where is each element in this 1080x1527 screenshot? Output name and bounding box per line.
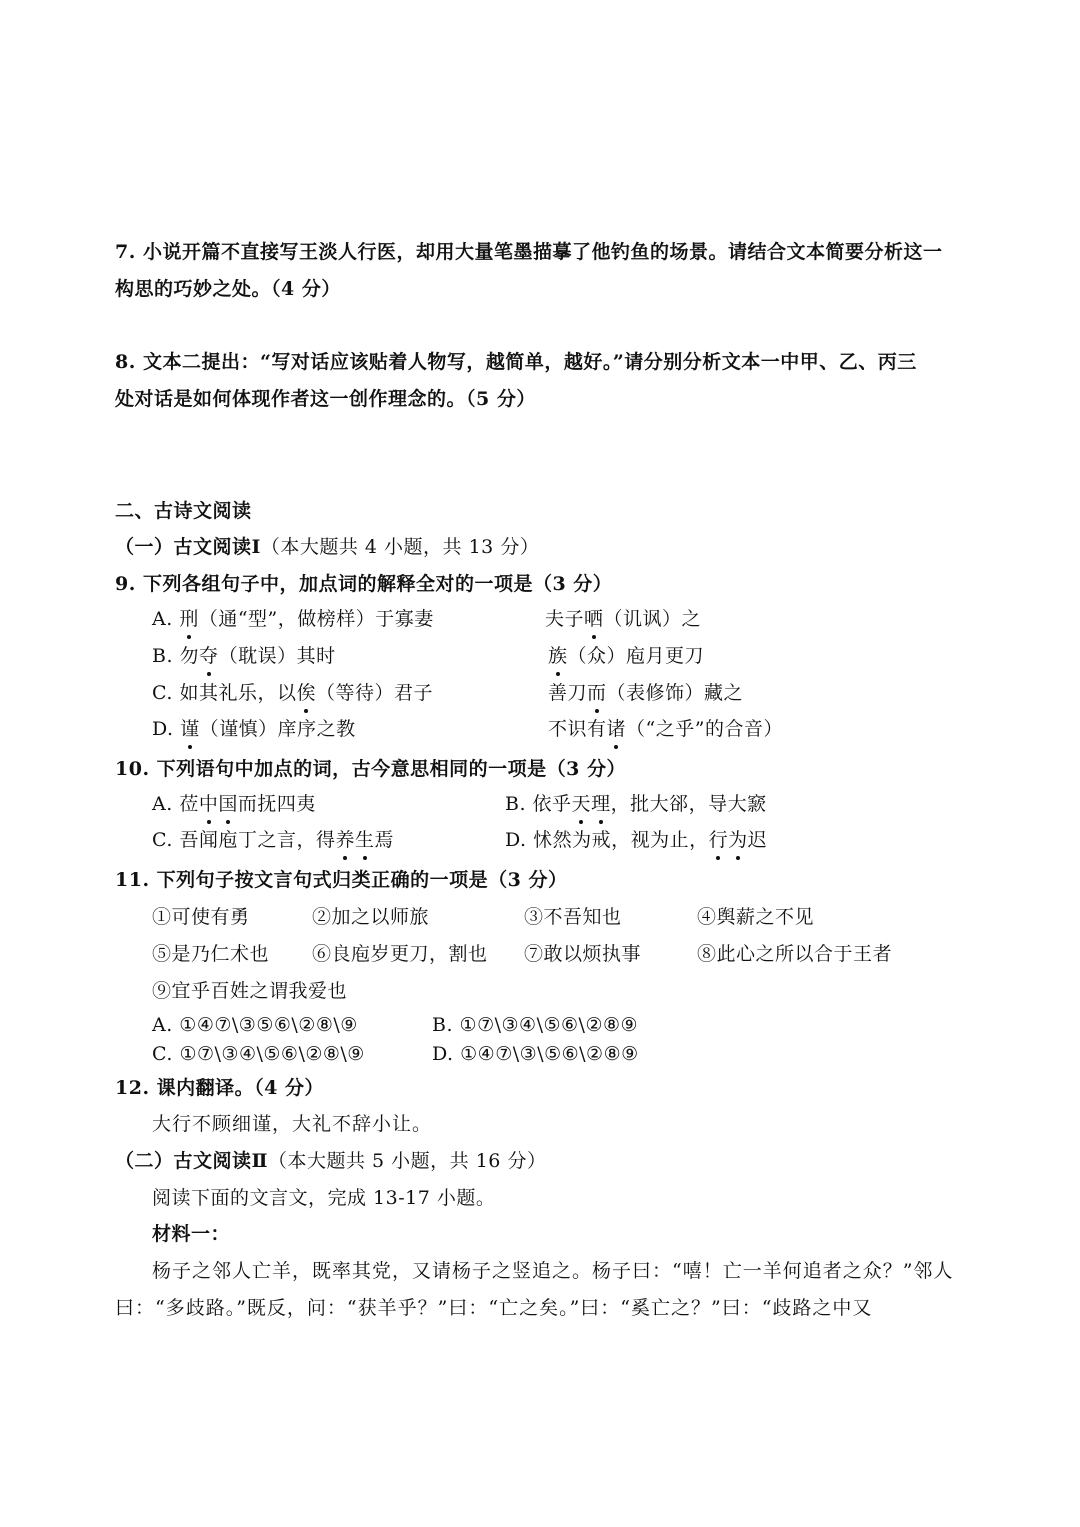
dotted-word: 养: [335, 829, 355, 851]
text-segment: （众）庖月更刀: [567, 645, 705, 667]
q12-stem: 12. 课内翻译。（4 分）: [115, 1077, 325, 1099]
text-segment: ，批大郤，导大窾: [610, 793, 767, 815]
sub2-head: （二）古文阅读Ⅱ: [115, 1150, 269, 1172]
sub1-head: （一）古文阅读Ⅰ: [115, 536, 261, 558]
q7-line1: 7. 小说开篇不直接写王淡人行医，却用大量笔墨描摹了他钓鱼的场景。请结合文本简要分析这一: [115, 241, 943, 263]
sub1-heading: [115, 534, 539, 560]
q10-option-a: [152, 791, 316, 817]
q11-stem: 11. 下列句子按文言句式归类正确的一项是（3 分）: [115, 869, 568, 891]
dotted-word: 夺: [199, 645, 219, 667]
dotted-word: 为: [728, 829, 748, 851]
q9-option-c-left: [152, 680, 433, 706]
text-segment: （“之乎”的合音）: [626, 718, 783, 740]
text-segment: B. 勿: [152, 645, 200, 667]
text-segment: 焉: [374, 829, 394, 851]
text-segment: A. 莅: [152, 793, 199, 815]
q11-item-5: ⑤是乃仁术也: [152, 943, 270, 965]
text-segment: C. 吾闻庖丁之言，得: [152, 829, 336, 851]
q11-item-7: ⑦敢以烦执事: [524, 943, 642, 965]
material-line-2: 曰：“多歧路。”既反，问：“获羊乎？”曰：“亡之矣。”曰：“奚亡之？”曰：“歧路之中又: [115, 1297, 873, 1319]
material-line-1: 杨子之邻人亡羊，既率其党，又请杨子之竖追之。杨子曰：“嘻！亡一羊何追者之众？”邻人: [152, 1260, 954, 1282]
material-label: 材料一：: [152, 1223, 231, 1245]
q11-option-b: B. ①⑦\③④\⑤⑥\②⑧⑨: [432, 1014, 639, 1036]
q10-option-b: [505, 791, 767, 817]
dotted-word: 俟: [296, 682, 316, 704]
dotted-word: 生: [354, 829, 375, 851]
q11-item-9: ⑨宜乎百姓之谓我爱也: [152, 980, 348, 1002]
dotted-word: 天: [571, 793, 592, 815]
q8-line1: 8. 文本二提出：“写对话应该贴着人物写，越简单，越好。”请分别分析文本一中甲、乙、丙三: [115, 351, 917, 373]
q9-option-d-right: [548, 716, 783, 742]
text-segment: （表修饰）藏之: [606, 682, 744, 704]
dotted-word: 中: [198, 793, 219, 815]
text-segment: （通“型”，做榜样）于寡妻: [198, 608, 434, 630]
dotted-word: 谨: [180, 718, 200, 740]
q7-line2: 构思的巧妙之处。（4 分）: [115, 278, 341, 300]
q11-option-c: C. ①⑦\③④\⑤⑥\②⑧\⑨: [152, 1043, 365, 1065]
text-segment: 善刀: [548, 682, 588, 704]
dotted-word: 诸: [606, 718, 627, 740]
text-segment: （等待）君子: [315, 682, 433, 704]
q10-stem: 10. 下列语句中加点的词，古今意思相同的一项是（3 分）: [115, 758, 627, 780]
sub1-tail: （本大题共 4 小题，共 13 分）: [260, 536, 540, 558]
q9-option-b-left: [152, 643, 336, 669]
text-segment: 迟: [747, 829, 768, 851]
dotted-word: 理: [591, 793, 611, 815]
text-segment: B. 依乎: [505, 793, 572, 815]
dotted-word: 行: [708, 829, 729, 851]
q11-item-2: ②加之以师旅: [312, 906, 430, 928]
text-segment: C. 如其礼乐，以: [152, 682, 297, 704]
q11-item-1: ①可使有勇: [152, 906, 250, 928]
text-segment: D. 怵然为戒，视为止，: [505, 829, 709, 851]
q10-option-d: [505, 827, 767, 853]
text-segment: 而抚四夷: [237, 793, 316, 815]
text-segment: A.: [152, 608, 180, 630]
text-segment: （谨慎）庠序之教: [199, 718, 356, 740]
sub2-intro: 阅读下面的文言文，完成 13-17 小题。: [152, 1187, 496, 1209]
dotted-word: 刑: [179, 608, 199, 630]
q10-option-c: [152, 827, 394, 853]
q9-option-d-left: [152, 716, 356, 742]
q11-item-4: ④舆薪之不见: [697, 906, 815, 928]
q9-option-a-left: [152, 606, 434, 632]
q11-item-6: ⑥良庖岁更刀，割也: [312, 943, 488, 965]
dotted-word: 而: [587, 682, 607, 704]
section-title: 二、古诗文阅读: [115, 500, 252, 522]
dotted-word: 国: [218, 793, 238, 815]
text-segment: D.: [152, 718, 181, 740]
q9-option-a-right: [545, 606, 701, 632]
q8-line2: 处对话是如何体现作者这一创作理念的。（5 分）: [115, 388, 536, 410]
sub2-tail: （本大题共 5 小题，共 16 分）: [268, 1150, 547, 1172]
q11-option-d: D. ①④⑦\③\⑤⑥\②⑧⑨: [432, 1043, 639, 1065]
q11-item-8: ⑧此心之所以合于王者: [697, 943, 893, 965]
q9-stem: 9. 下列各组句子中，加点词的解释全对的一项是（3 分）: [115, 573, 613, 595]
dotted-word: 哂: [584, 608, 604, 630]
text-segment: （讥讽）之: [603, 608, 702, 630]
text-segment: 不识有: [548, 718, 607, 740]
q9-option-b-right: [548, 643, 704, 669]
text-segment: （耽误）其时: [218, 645, 336, 667]
text-segment: 夫子: [545, 608, 585, 630]
q9-option-c-right: [548, 680, 743, 706]
sub2-heading: [115, 1148, 546, 1174]
dotted-word: 族: [548, 645, 568, 667]
q12-text: 大行不顾细谨，大礼不辞小让。: [152, 1113, 433, 1135]
q11-option-a: A. ①④⑦\③⑤⑥\②⑧\⑨: [152, 1014, 358, 1036]
q11-item-3: ③不吾知也: [524, 906, 622, 928]
